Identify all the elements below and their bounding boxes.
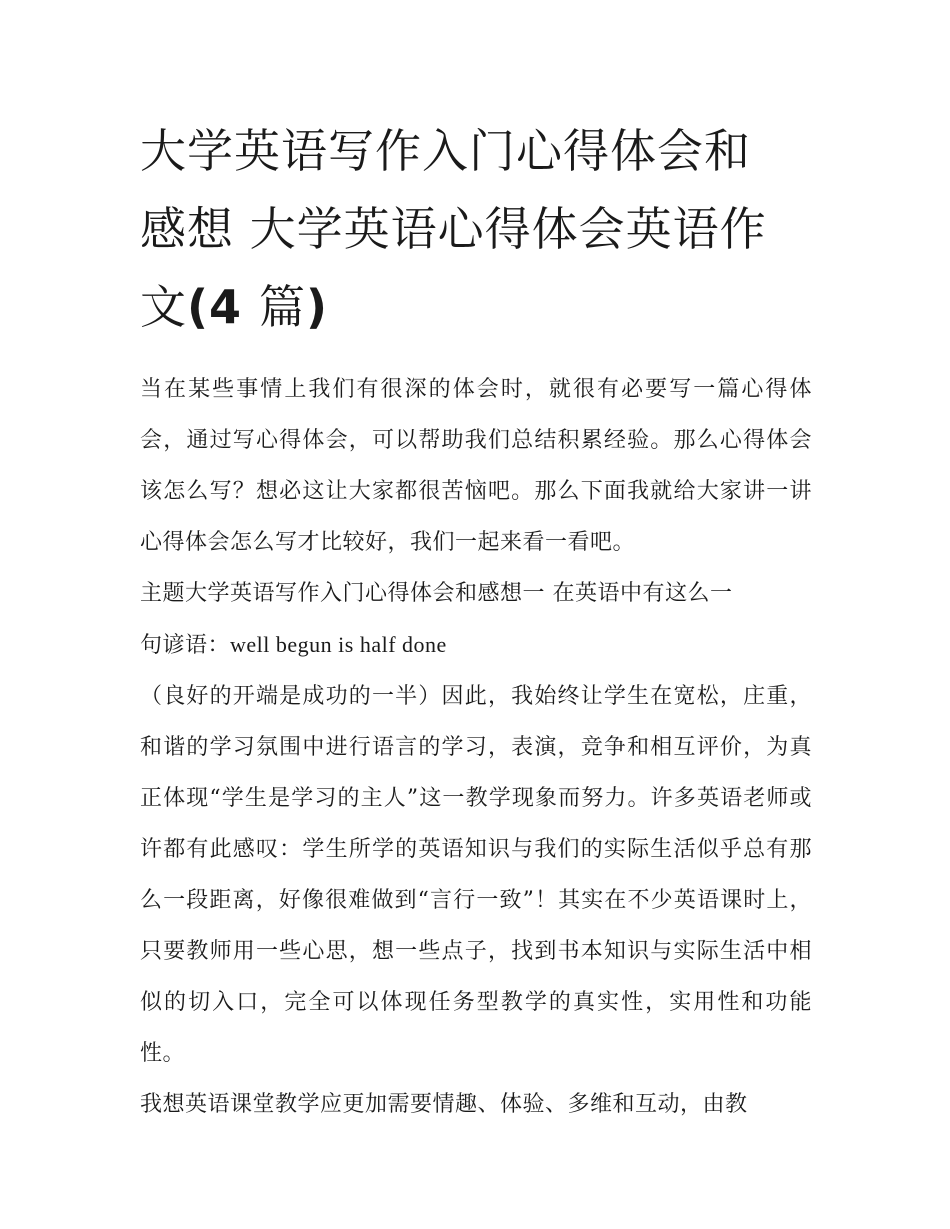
intro-paragraph: 当在某些事情上我们有很深的体会时，就很有必要写一篇心得体会，通过写心得体会，可以帮助我们总结积累经验。那么心得体会该怎么写？想必这让大家都很苦恼吧。那么下面我就给大家讲一讲心得体会怎么写才比较好，我们一起来看一看吧。 — [140, 377, 812, 555]
proverb-english: well begun is half done — [230, 632, 447, 657]
body-paragraph-3: 我想英语课堂教学应更加需要情趣、体验、多维和互动，由教 — [140, 1092, 748, 1117]
document-page — [140, 112, 812, 1130]
document-title — [140, 112, 812, 346]
body-paragraph-2: （良好的开端是成功的一半）因此，我始终让学生在宽松，庄重，和谐的学习氛围中进行语言的学习，表演，竞争和相互评价，为真正体现“学生是学习的主人”这一教学现象而努力。许多英语老师或许都有此感叹：学生所学的英语知识与我们的实际生活似乎总有那么一段距离，好像很难做到“言行一致”！其实在不少英语课时上，只要教师用一些心思，想一些点子，找到书本知识与实际生活中相似的切入口，完全可以体现任务型教学的真实性，实用性和功能性。 — [140, 684, 812, 1066]
topic-line: 主题大学英语写作入门心得体会和感想一 在英语中有这么一 — [140, 581, 733, 606]
proverb-prefix: 句谚语： — [140, 633, 231, 658]
title-line-1: 大学英语写作入门心得体会和 — [140, 124, 751, 178]
title-line-3-prefix: 文 — [140, 280, 187, 334]
proverb-line — [140, 619, 812, 671]
title-line-3-end: ) — [306, 280, 329, 334]
title-line-2: 感想 大学英语心得体会英语作 — [140, 202, 767, 256]
title-line-3-char: 篇 — [259, 280, 307, 334]
title-line-3-latin: (4 — [187, 280, 260, 334]
